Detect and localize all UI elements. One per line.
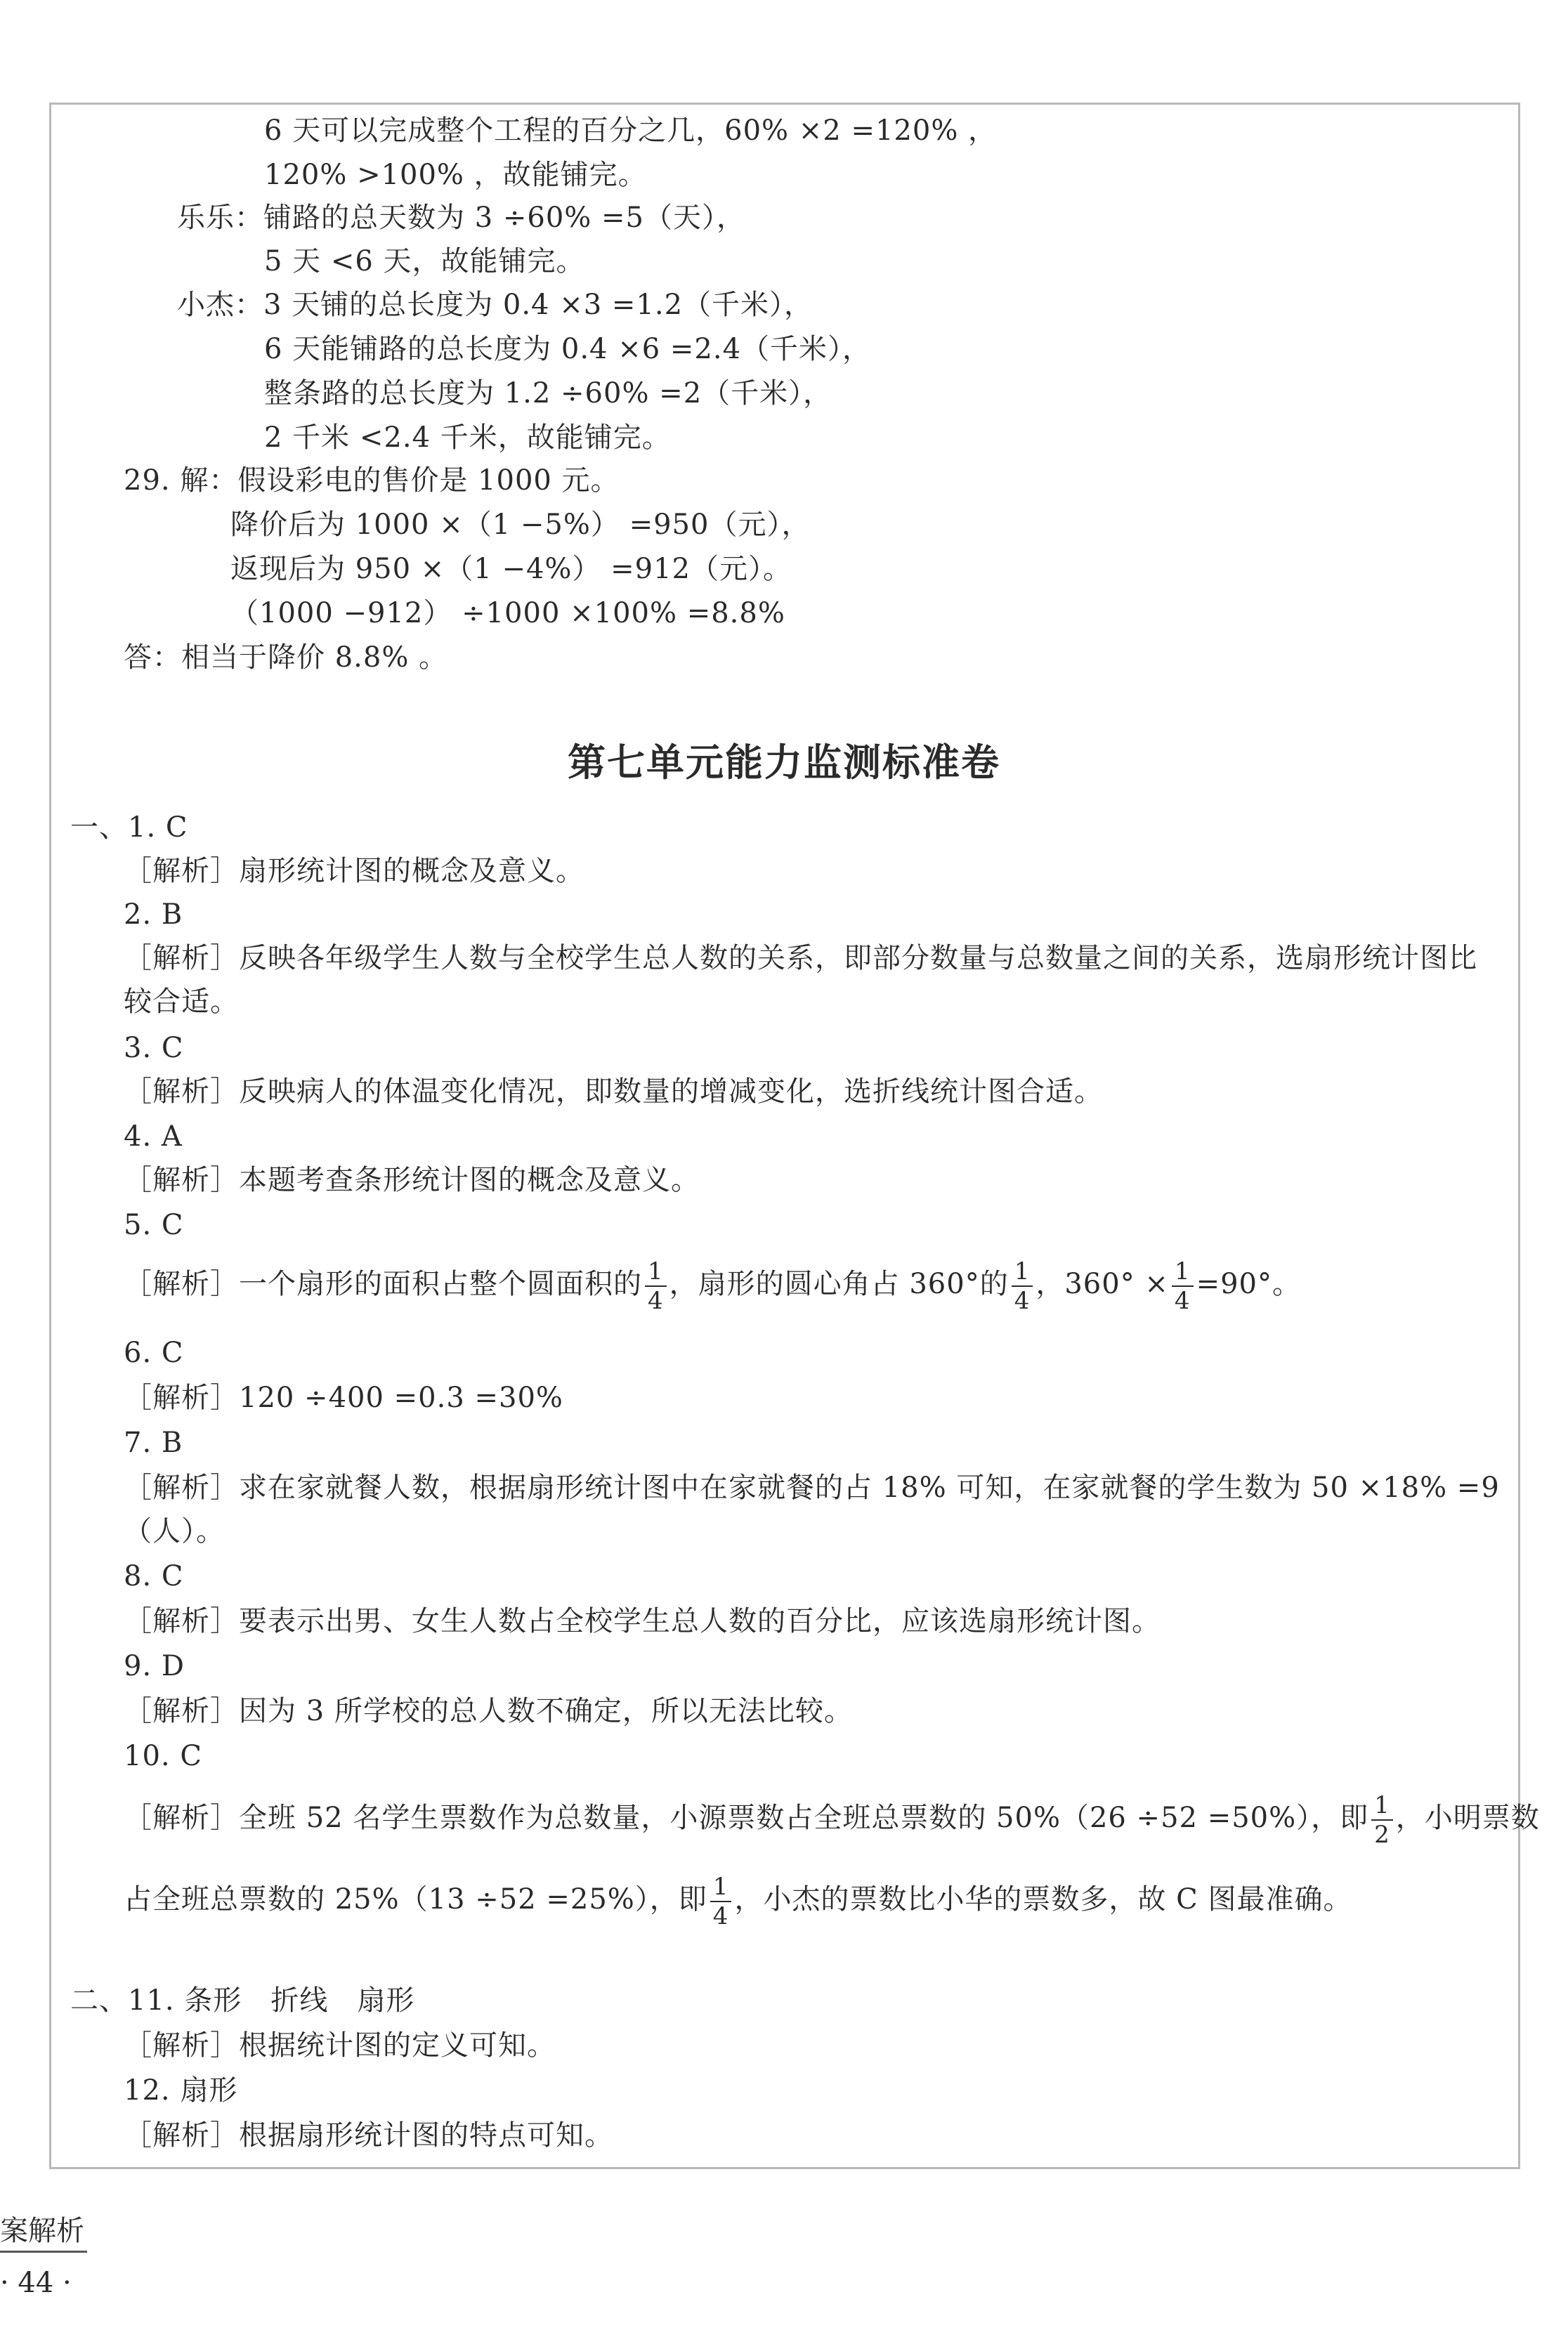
text-segment: ，小明票数 bbox=[1395, 1802, 1540, 1834]
text-line: 小杰：3 天铺的总长度为 0.4 ×3 =1.2（千米）， bbox=[177, 289, 814, 321]
text-line: 6 天可以完成整个工程的百分之几，60% ×2 =120% ， bbox=[264, 114, 998, 147]
fraction bbox=[1371, 1791, 1393, 1849]
text-line: ［解析］120 ÷400 =0.3 =30% bbox=[124, 1382, 563, 1414]
text-line: （人）。 bbox=[124, 1515, 225, 1547]
text-segment: ，360° × bbox=[1035, 1268, 1169, 1300]
text-line: 9. D bbox=[124, 1650, 185, 1682]
text-line: 120% >100% ，故能铺完。 bbox=[264, 159, 647, 191]
fraction bbox=[710, 1873, 732, 1930]
fraction bbox=[1172, 1257, 1194, 1315]
text-line: ［解析］反映各年级学生人数与全校学生总人数的关系，即部分数量与总数量之间的关系，选扇形统计图比 bbox=[124, 942, 1477, 974]
text-line: ［解析］根据统计图的定义可知。 bbox=[124, 2029, 556, 2062]
numerator: 1 bbox=[1172, 1257, 1194, 1287]
text-line: （1000 −912） ÷1000 ×100% =8.8% bbox=[230, 597, 785, 629]
text-line: 2. B bbox=[124, 898, 183, 931]
text-segment: ［解析］一个扇形的面积占整个圆面积的 bbox=[124, 1268, 642, 1300]
text-line: 二、11. 条形 折线 扇形 bbox=[70, 1984, 415, 2017]
numerator: 1 bbox=[710, 1873, 732, 1902]
footer-label: 案解析 bbox=[0, 2211, 87, 2253]
denominator: 4 bbox=[1014, 1287, 1031, 1315]
denominator: 4 bbox=[1174, 1287, 1191, 1315]
text-line: 8. C bbox=[124, 1560, 184, 1592]
text-line: 较合适。 bbox=[124, 986, 239, 1018]
text-line: 6 天能铺路的总长度为 0.4 ×6 =2.4（千米）， bbox=[264, 333, 872, 365]
text-segment: 占全班总票数的 25%（13 ÷52 =25%），即 bbox=[124, 1883, 707, 1916]
fraction-line bbox=[124, 1867, 1352, 1932]
page-number: · 44 · bbox=[0, 2267, 72, 2299]
numerator: 1 bbox=[1012, 1257, 1033, 1287]
denominator: 4 bbox=[648, 1287, 664, 1315]
text-line: 降价后为 1000 ×（1 −5%） =950（元）， bbox=[230, 509, 811, 541]
text-line: 5. C bbox=[124, 1209, 184, 1241]
text-line: 29. 解：假设彩电的售价是 1000 元。 bbox=[124, 464, 620, 497]
text-line: 一、1. C bbox=[70, 811, 188, 844]
text-line: ［解析］要表示出男、女生人数占全校学生总人数的百分比，应该选扇形统计图。 bbox=[124, 1605, 1161, 1637]
text-segment: =90°。 bbox=[1196, 1268, 1301, 1300]
text-line: 乐乐：铺路的总天数为 3 ÷60% =5（天）， bbox=[177, 202, 745, 234]
fraction-line bbox=[124, 1786, 1540, 1850]
numerator: 1 bbox=[645, 1257, 667, 1287]
denominator: 2 bbox=[1374, 1821, 1390, 1849]
text-line: 12. 扇形 bbox=[124, 2074, 238, 2107]
text-line: ［解析］扇形统计图的概念及意义。 bbox=[124, 855, 584, 887]
fraction bbox=[1012, 1257, 1033, 1315]
text-line: ［解析］根据扇形统计图的特点可知。 bbox=[124, 2119, 613, 2152]
fraction bbox=[645, 1257, 667, 1315]
numerator: 1 bbox=[1371, 1791, 1393, 1821]
fraction-line bbox=[124, 1252, 1301, 1316]
text-line: ［解析］因为 3 所学校的总人数不确定，所以无法比较。 bbox=[124, 1695, 853, 1727]
text-segment: ［解析］全班 52 名学生票数作为总数量，小源票数占全班总票数的 50%（26 ÷52 =50%），即 bbox=[124, 1802, 1369, 1834]
text-line: 2 千米 <2.4 千米，故能铺完。 bbox=[264, 421, 671, 454]
text-line: 5 天 <6 天，故能铺完。 bbox=[264, 245, 585, 277]
text-segment: ，扇形的圆心角占 360°的 bbox=[669, 1268, 1009, 1300]
text-line: 7. B bbox=[124, 1427, 183, 1459]
text-line: 答：相当于降价 8.8% 。 bbox=[124, 641, 448, 674]
text-line: ［解析］求在家就餐人数，根据扇形统计图中在家就餐的占 18% 可知，在家就餐的学生数为 50 ×18% =9 bbox=[124, 1472, 1500, 1504]
text-line: 4. A bbox=[124, 1120, 183, 1153]
text-line: 6. C bbox=[124, 1337, 184, 1369]
text-line: 整条路的总长度为 1.2 ÷60% =2（千米）， bbox=[264, 377, 832, 410]
text-segment: ，小杰的票数比小华的票数多，故 C 图最准确。 bbox=[734, 1883, 1352, 1916]
section-title: 第七单元能力监测标准卷 bbox=[568, 740, 1000, 785]
text-line: 返现后为 950 ×（1 −4%） =912（元）。 bbox=[230, 553, 792, 585]
text-line: ［解析］本题考查条形统计图的概念及意义。 bbox=[124, 1164, 700, 1196]
text-line: ［解析］反映病人的体温变化情况，即数量的增减变化，选折线统计图合适。 bbox=[124, 1075, 1103, 1108]
text-line: 10. C bbox=[124, 1740, 202, 1772]
denominator: 4 bbox=[712, 1902, 729, 1930]
text-line: 3. C bbox=[124, 1032, 184, 1064]
